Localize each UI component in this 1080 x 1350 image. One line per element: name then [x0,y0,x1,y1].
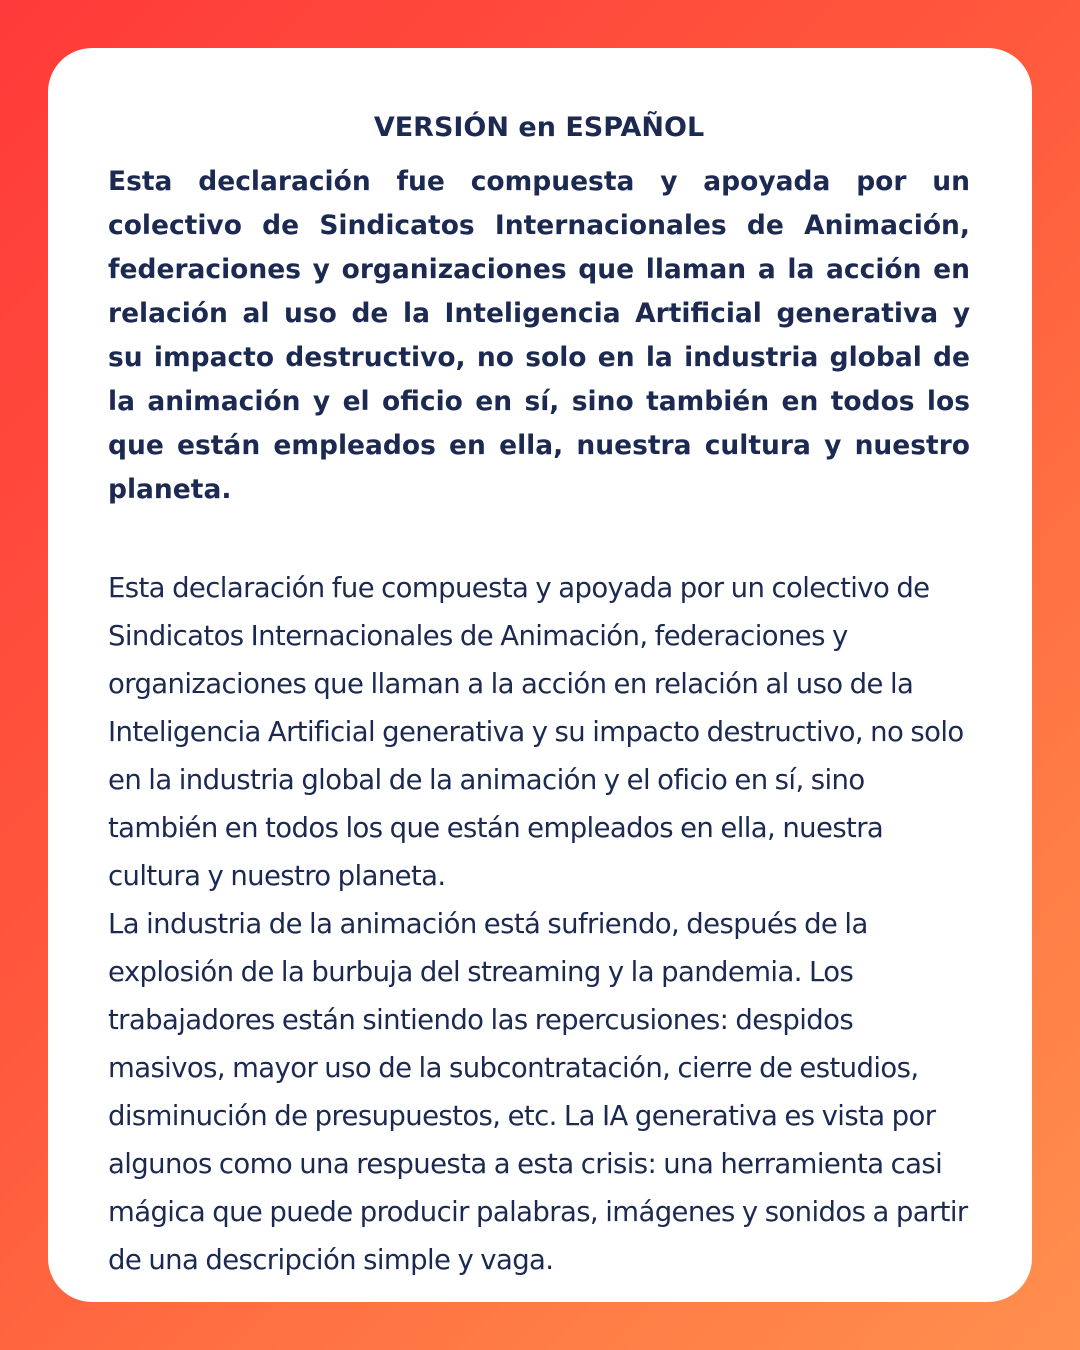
document-card [48,48,1032,1302]
body-paragraph-2: La industria de la animación está sufriendo, después de la explosión de la burbuja del streaming y la pandemia. Los trabajadores están sintiendo las repercusiones: despidos masivos, mayor uso de la subcontratación, cierre de estudios, disminución de presupuestos, etc. La IA generativa es vista por algunos como una respuesta a esta crisis: una herramienta casi mágica que puede producir palabras, imágenes y sonidos a partir de una descripción simple y vaga. [108,908,968,1276]
body-paragraph-1: Esta declaración fue compuesta y apoyada por un colectivo de Sindicatos Internacionales de Animación, federaciones y organizaciones que llaman a la acción en relación al uso de la Inteligencia Artificial generativa y su impacto destructivo, no solo en la industria global de la animación y el oficio en sí, sino también en todos los que están empleados en ella, nuestra cultura y nuestro planeta. [108,572,964,892]
document-title: VERSIÓN en ESPAÑOL [373,112,705,143]
summary-paragraph: Esta declaración fue compuesta y apoyada por un colectivo de Sindicatos Internacionales de Animación, federaciones y organizaciones que llaman a la acción en relación al uso de la Inteligencia Artificial generativa y su impacto destructivo, no solo en la industria global de la animación y el oficio en sí, sino también en todos los que están empleados en ella, nuestra cultura y nuestro planeta. [108,166,970,505]
